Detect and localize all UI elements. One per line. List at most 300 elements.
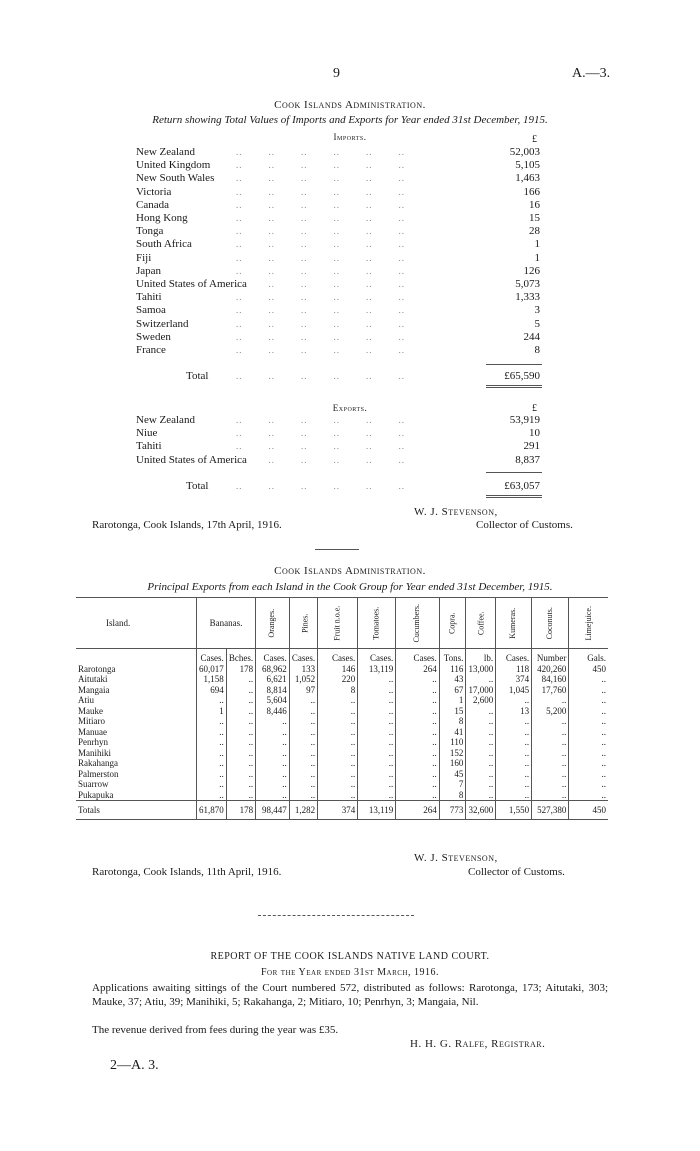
table-cell: 118 [496,664,532,675]
table-row [76,758,608,769]
table-cell: 420,260 [532,664,569,675]
col-header-oranges-label: Oranges. [267,609,277,638]
table-cell: .. [466,737,496,748]
col-header-pines-label: Pines. [300,613,310,634]
table-cell: 13,119 [358,664,396,675]
table-cell: .. [318,727,358,738]
table-row [76,779,608,790]
imports-value: 1,463 [515,172,540,185]
place-date-1: Rarotonga, Cook Islands, 17th April, 1916. [92,519,282,531]
dot-leader: .. .. .. .. .. .. [236,265,405,276]
exports-country: Tahiti [136,440,162,453]
imports-country: Samoa [136,304,166,317]
table-cell: .. [197,748,227,759]
table-cell: .. [466,674,496,685]
table-cell: .. [318,695,358,706]
exports-row [136,440,540,453]
table-cell: .. [256,769,290,780]
table-cell: .. [496,748,532,759]
dot-leader: .. .. .. .. .. .. [236,305,405,316]
table-row [76,685,608,696]
row-label: Rakahanga [78,758,118,768]
table-cell: 60,017 [197,664,227,675]
currency-symbol: £ [532,134,537,145]
table-cell: .. [289,758,317,769]
table-cell: Cases. [358,649,396,664]
imports-value: 52,003 [509,146,540,158]
dot-leader: .. .. .. .. .. .. [236,441,405,452]
exports-heading: Exports. [332,403,368,413]
table-cell: .. [226,685,255,696]
table-cell: .. [289,748,317,759]
table-cell: .. [466,779,496,790]
currency-symbol-exports: £ [532,403,537,414]
table-cell: .. [496,695,532,706]
table-cell: Cases. [318,649,358,664]
imports-country: Hong Kong [136,212,188,224]
table-cell: .. [569,748,608,759]
col-header-kumeras-label: Kumeras. [508,608,518,639]
table-cell: Cases. [396,649,440,664]
table-cell: Cases. [256,649,290,664]
table-cell: .. [318,706,358,717]
table-row [76,790,608,801]
units-row [76,649,608,664]
table-cell: 17,000 [466,685,496,696]
table-body [76,649,608,820]
section1-title: Cook Islands Administration. [274,99,426,111]
table-cell: .. [396,748,440,759]
table-cell: .. [226,748,255,759]
section2-subtitle: Principal Exports from each Island in the Cook Group for Year ended 31st December, 1915. [147,581,553,593]
row-label [76,649,197,664]
row-label: Pukapuka [78,789,114,800]
table-cell: .. [197,727,227,738]
imports-row [136,238,540,251]
col-header-kumeras [496,598,532,649]
dot-leader: .. .. .. .. .. .. [236,226,405,237]
col-header-bananas: Bananas. [197,598,256,649]
imports-row [136,331,540,344]
table-cell: 84,160 [532,674,569,685]
imports-row [136,291,540,304]
dot-leader: .. .. .. .. .. .. [236,292,405,303]
imports-row [136,199,540,212]
exports-country: United States of America [136,453,247,466]
imports-row [136,344,540,357]
table-cell: .. [569,779,608,790]
section1-subtitle: Return showing Total Values of Imports and Exports for Year ended 31st December, 1915. [152,114,548,126]
imports-country: Fiji [136,251,152,264]
table-cell: lb. [466,649,496,664]
imports-country: Tonga [136,225,164,238]
table-cell: .. [197,758,227,769]
imports-value: 5,073 [515,278,540,290]
col-header-limejuice [569,598,608,649]
dot-leader: .. .. .. .. .. .. [236,428,405,439]
row-label: Suarrow [78,779,109,789]
row-label: Manuae [78,726,107,737]
table-cell: .. [532,716,569,727]
imports-value: 3 [534,304,540,317]
section3-title: REPORT OF THE COOK ISLANDS NATIVE LAND COURT. [210,951,490,962]
imports-row [136,225,540,238]
table-cell: .. [256,758,290,769]
exports-rule-top [486,472,542,473]
imports-row [136,146,540,159]
table-cell: .. [396,779,440,790]
table-cell: .. [466,790,496,801]
col-header-limejuice-label: Limejuice. [583,606,593,641]
imports-country: Switzerland [136,317,189,330]
dot-leader: .. .. .. .. .. .. [236,213,405,223]
table-cell: .. [496,727,532,738]
imports-value: 5 [534,317,540,330]
exports-value: 10 [529,427,540,440]
table-cell: .. [569,685,608,696]
imports-value: 244 [523,330,540,343]
imports-row [136,172,540,185]
imports-country: New Zealand [136,146,195,158]
table-cell: Gals. [569,649,608,664]
imports-country: Tahiti [136,291,162,304]
col-header-copra-label: Copra. [447,612,457,635]
imports-rule-bottom [486,385,542,386]
row-label: Totals [76,801,197,820]
table-cell: Cases. [197,649,227,664]
row-label: Rarotonga [78,663,116,674]
imports-value: 28 [529,225,540,238]
imports-value: 126 [523,264,540,277]
table-cell: 178 [226,664,255,675]
dot-leader: .. .. .. .. .. .. [236,318,405,329]
table-cell: .. [569,695,608,706]
table-cell: .. [532,790,569,801]
table-cell: .. [358,695,396,706]
table-cell: .. [226,769,255,780]
table-cell: .. [466,758,496,769]
table-cell: 152 [439,748,466,759]
section3-subtitle: For the Year ended 31st March, 1916. [261,967,439,978]
table-cell: .. [226,727,255,738]
dot-leader: .. .. .. .. .. .. [236,173,405,184]
table-cell: 116 [439,664,466,675]
table-cell: .. [318,737,358,748]
table-cell: 450 [569,664,608,675]
imports-country: Canada [136,198,169,211]
table-row [76,769,608,780]
exports-value: 291 [523,440,540,453]
table-cell: .. [197,790,227,801]
imports-total-label: Total [186,370,209,382]
table-cell: .. [289,706,317,717]
table-cell: .. [396,716,440,727]
table-cell: 13,000 [466,664,496,675]
footer-reference: 2—A. 3. [110,1058,159,1073]
imports-country: South Africa [136,238,192,251]
dot-leader: .. .. .. .. .. .. [236,160,405,171]
table-cell: .. [496,758,532,769]
table-cell: .. [226,716,255,727]
dot-leader: .. .. .. .. .. .. [236,415,405,425]
table-cell: 13,119 [358,801,396,820]
table-cell: 1,045 [496,685,532,696]
table-cell: .. [289,779,317,790]
col-header-island: Island. [76,598,197,649]
exports-country: Niue [136,427,158,440]
table-cell: 133 [289,664,317,675]
table-cell: 160 [439,758,466,769]
table-cell: 61,870 [197,801,227,820]
table-cell: .. [358,779,396,790]
signature-title-2: Collector of Customs. [468,866,565,878]
table-cell: 2,600 [466,695,496,706]
col-header-tomatoes [358,598,396,649]
exports-row [136,414,540,427]
exports-value: 8,837 [515,453,540,466]
table-cell: 1,550 [496,801,532,820]
imports-row [136,186,540,199]
dot-leader: .. .. .. .. .. .. [236,186,405,197]
table-cell: Number [532,649,569,664]
table-cell: 220 [318,674,358,685]
table-cell: .. [569,706,608,717]
table-cell: .. [569,727,608,738]
table-cell: Bches. [226,649,255,664]
exports-rule-bottom [486,495,542,496]
table-cell: .. [532,769,569,780]
table-cell: .. [396,695,440,706]
dot-leader: .. .. .. .. .. .. [236,239,405,250]
table-cell: .. [289,790,317,801]
table-cell: 8 [318,685,358,696]
table-cell: .. [318,748,358,759]
col-header-cucumbers [396,598,440,649]
table-cell: .. [318,716,358,727]
place-date-2: Rarotonga, Cook Islands, 11th April, 1916. [92,866,282,878]
table-cell: .. [396,685,440,696]
imports-value: 8 [534,344,540,356]
table-cell: .. [396,758,440,769]
table-row [76,674,608,685]
imports-row [136,278,540,291]
imports-value: 5,105 [515,159,540,172]
table-cell: 67 [439,685,466,696]
table-header-row [76,598,608,649]
table-cell: .. [569,674,608,685]
table-cell: .. [226,674,255,685]
exports-country: New Zealand [136,414,195,426]
row-label: Atiu [78,695,95,705]
exports-row [136,454,540,467]
table-cell: .. [256,779,290,790]
exports-total-label: Total [186,480,209,492]
row-label: Palmerston [78,768,119,779]
table-cell: 374 [496,674,532,685]
table-cell: .. [532,695,569,706]
table-cell: 97 [289,685,317,696]
table-cell: .. [569,737,608,748]
row-label: Aitutaki [78,674,108,684]
signature-name-2: W. J. Stevenson, [414,852,498,864]
table-cell: .. [318,790,358,801]
page-number: 9 [333,66,340,81]
col-header-tomatoes-label: Tomatoes. [371,607,381,640]
table-cell: 17,760 [532,685,569,696]
col-header-oranges [256,598,290,649]
table-cell: .. [496,790,532,801]
table-cell: 773 [439,801,466,820]
table-cell: 8,446 [256,706,290,717]
row-label: Mauke [78,705,103,716]
imports-value: 1 [534,238,540,251]
table-cell: .. [358,748,396,759]
col-header-coffee-label: Coffee. [476,611,486,636]
table-cell: .. [569,716,608,727]
table-cell: 5,200 [532,706,569,717]
table-cell: .. [358,769,396,780]
table-row [76,727,608,738]
table-cell: .. [226,758,255,769]
table-cell: .. [396,790,440,801]
exports-total-row [136,480,540,493]
table-cell: .. [226,737,255,748]
table-cell: Tons. [439,649,466,664]
table-cell: .. [358,737,396,748]
dot-leader: .. .. .. .. .. .. [236,331,405,342]
col-header-cucumbers-label: Cucumbers. [412,604,422,643]
exports-by-island-table [76,597,608,820]
table-cell: .. [318,758,358,769]
table-cell: 178 [226,801,255,820]
dot-leader: .. .. .. .. .. .. [236,454,405,465]
row-label: Manihiki [78,747,111,758]
imports-row [136,265,540,278]
imports-value: 16 [529,198,540,211]
table-cell: 8 [439,790,466,801]
table-cell: 264 [396,801,440,820]
table-cell: 8,814 [256,685,290,696]
table-cell: 694 [197,685,227,696]
dot-leader: .. .. .. .. .. .. [236,279,405,289]
signature-title-1: Collector of Customs. [476,519,573,531]
table-row [76,664,608,675]
table-cell: 1,052 [289,674,317,685]
col-header-fruit [318,598,358,649]
table-cell: 7 [439,779,466,790]
table-row [76,748,608,759]
table-cell: 146 [318,664,358,675]
table-cell: .. [358,790,396,801]
table-cell: .. [358,727,396,738]
col-header-fruit-label: Fruit n.o.e. [332,605,342,642]
table-cell: 6,621 [256,674,290,685]
table-cell: .. [396,769,440,780]
table-cell: .. [226,706,255,717]
table-cell: .. [466,706,496,717]
row-label: Mitiaro [78,716,105,726]
table-cell: .. [569,758,608,769]
section-divider-2 [258,915,414,916]
table-cell: 527,380 [532,801,569,820]
signature-name-1: W. J. Stevenson, [414,506,498,518]
imports-heading: Imports. [333,132,367,142]
imports-country: Victoria [136,185,172,198]
imports-row [136,159,540,172]
table-cell: 8 [439,716,466,727]
row-label: Mangaia [78,684,110,695]
table-cell: .. [532,779,569,790]
section3-paragraph-2: The revenue derived from fees during the year was £35. [92,1024,339,1036]
table-cell: .. [197,695,227,706]
table-cell: .. [256,716,290,727]
imports-total-row [136,370,540,383]
imports-value: 15 [529,212,540,224]
col-header-coffee [466,598,496,649]
col-header-copra [439,598,466,649]
table-cell: 45 [439,769,466,780]
exports-total-value: £63,057 [504,480,540,492]
table-cell: .. [226,779,255,790]
dot-leader: .. .. .. .. .. .. [236,481,405,491]
table-cell: 1,282 [289,801,317,820]
imports-value: 166 [523,185,540,198]
imports-country: United States of America [136,278,247,290]
col-header-coconuts-label: Coconuts. [545,607,555,640]
table-cell: .. [256,727,290,738]
table-row [76,706,608,717]
dot-leader: .. .. .. .. .. .. [236,252,405,263]
table-cell: .. [289,695,317,706]
table-cell: 1 [439,695,466,706]
table-cell: .. [358,685,396,696]
dot-leader: .. .. .. .. .. .. [236,345,405,355]
imports-total-value: £65,590 [504,370,540,382]
table-cell: .. [466,748,496,759]
table-cell: .. [197,779,227,790]
table-cell: 450 [569,801,608,820]
table-row [76,716,608,727]
table-cell: .. [532,737,569,748]
table-cell: .. [256,790,290,801]
table-cell: .. [396,706,440,717]
imports-row [136,212,540,225]
table-cell: .. [396,674,440,685]
col-header-pines [289,598,317,649]
table-cell: .. [496,716,532,727]
table-cell: .. [318,769,358,780]
table-cell: .. [466,727,496,738]
dot-leader: .. .. .. .. .. .. [236,199,405,210]
imports-country: New South Wales [136,172,215,185]
document-reference: A.—3. [572,66,611,81]
section2-title: Cook Islands Administration. [274,565,426,577]
row-label: Penrhyn [78,737,108,747]
table-cell: 41 [439,727,466,738]
imports-value: 1 [534,251,540,264]
table-cell: .. [569,769,608,780]
section-divider-1 [315,549,359,550]
section3-signature: H. H. G. Ralfe, Registrar. [410,1038,546,1050]
exports-row [136,427,540,440]
table-cell: Cases. [289,649,317,664]
exports-rule-bottom-2 [486,497,542,498]
col-header-coconuts [532,598,569,649]
table-cell: 5,604 [256,695,290,706]
imports-row [136,318,540,331]
table-cell: Cases. [496,649,532,664]
table-cell: 32,600 [466,801,496,820]
